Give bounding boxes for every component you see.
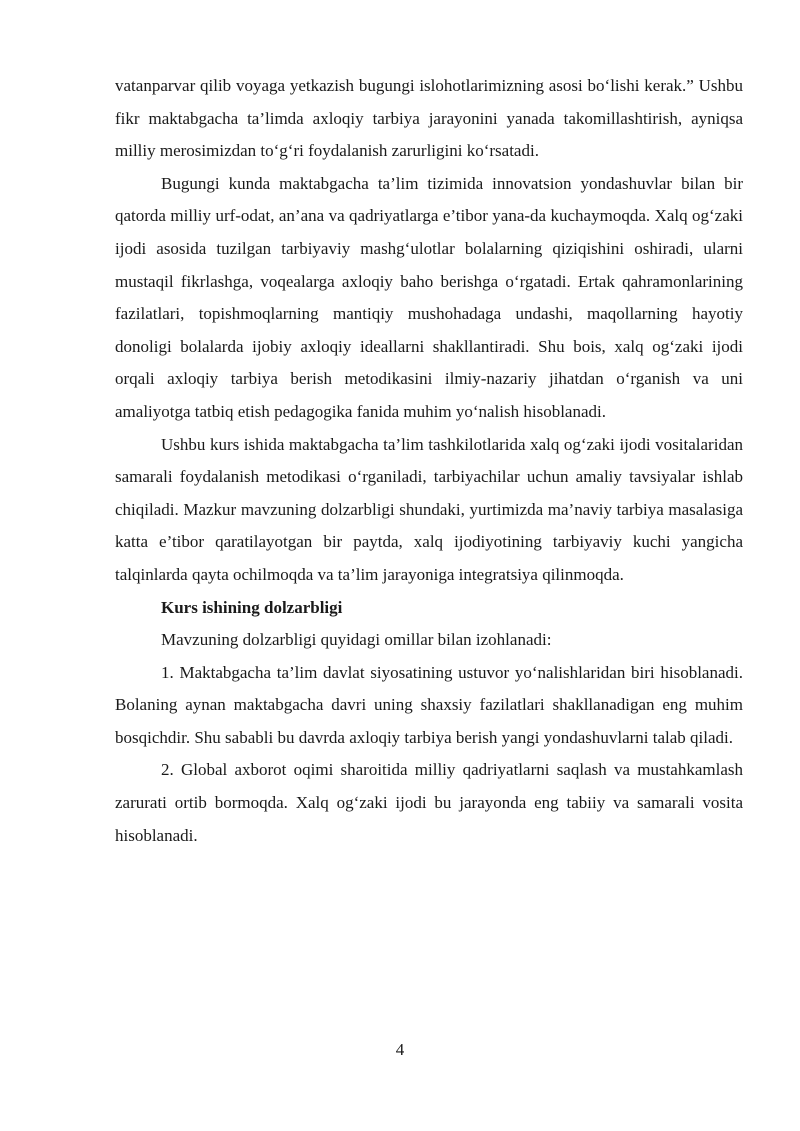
list-item-1: 1. Maktabgacha ta’lim davlat siyosatining ustuvor yo‘nalishlaridan biri hisoblanadi. Bolaning aynan maktabgacha davri uning shaxsiy fazilatlari shakllanadigan eng muhim bosqichdir. Shu sababli bu davrda axloqiy tarbiya berish yangi yondashuvlarni talab qiladi.	[115, 662, 743, 747]
document-page	[115, 70, 743, 852]
paragraph-continuation: vatanparvar qilib voyaga yetkazish bugungi islohotlarimizning asosi bo‘lishi kerak.” Ushbu fikr maktabgacha ta’limda axloqiy tarbiya jarayonini yanada takomillashtirish, ayniqsa milliy merosimizdan to‘g‘ri foydalanish zarurligini ko‘rsatadi.	[115, 76, 743, 161]
paragraph-innovations: Bugungi kunda maktabgacha ta’lim tizimida innovatsion yondashuvlar bilan bir qatorda milliy urf-odat, an’ana va qadriyatlarga e’tibor yana-da kuchaymoqda. Xalq og‘zaki ijodi asosida tuzilgan tarbiyaviy mashg‘ulotlar bolalarning qiziqishini oshiradi, ularni mustaqil fikrlashga, voqealarga axloqiy baho berishga o‘rgatadi. Ertak qahramonlarining fazilatlari, topishmoqlarning mantiqiy mushohadaga undashi, maqollarning hayotiy donoligi bolalarda ijobiy axloqiy ideallarni shakllantiradi. Shu bois, xalq og‘zaki ijodi orqali axloqiy tarbiya berish metodikasini ilmiy-nazariy jihatdan o‘rganish va uni amaliyotga tatbiq etish pedagogika fanida muhim yo‘nalish hisoblanadi.	[115, 173, 743, 421]
paragraph-relevance-intro: Mavzuning dolzarbligi quyidagi omillar bilan izohlanadi:	[161, 630, 552, 650]
page-number: 4	[395, 1040, 405, 1059]
list-item-2: 2. Global axborot oqimi sharoitida milliy qadriyatlarni saqlash va mustahkamlash zarurati ortib bormoqda. Xalq og‘zaki ijodi bu jarayonda eng tabiiy va samarali vosita hisoblanadi.	[115, 760, 743, 845]
paragraph-course-purpose: Ushbu kurs ishida maktabgacha ta’lim tashkilotlarida xalq og‘zaki ijodi vositalaridan samarali foydalanish metodikasi o‘rganiladi, tarbiyachilar uchun amaliy tavsiyalar ishlab chiqiladi. Mazkur mavzuning dolzarbligi shundaki, yurtimizda ma’naviy tarbiya masalasiga katta e’tibor qaratilayotgan bir paytda, xalq ijodiyotining tarbiyaviy kuchi yangicha talqinlarda qayta ochilmoqda va ta’lim jarayoniga integratsiya qilinmoqda.	[115, 434, 743, 584]
section-heading: Kurs ishining dolzarbligi	[161, 597, 343, 617]
